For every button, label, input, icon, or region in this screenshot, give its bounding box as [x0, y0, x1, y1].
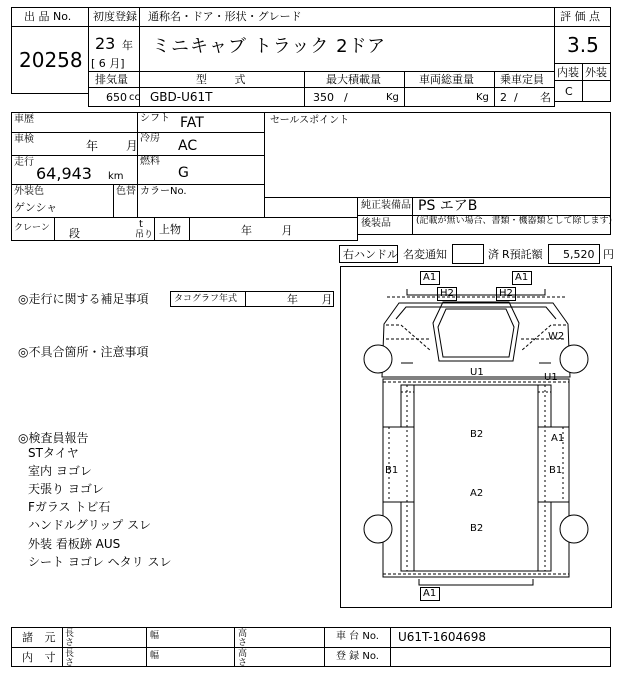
spec-label: 諸 元	[22, 631, 56, 644]
mark-bed-side-right: A1	[551, 433, 565, 444]
length-label: 長さ	[65, 649, 75, 668]
tacho-label: タコグラフ年式	[174, 294, 238, 304]
ac: AC	[178, 138, 198, 154]
exterior-score-box	[582, 80, 611, 102]
crane-stage: 段	[69, 227, 80, 240]
displacement-label: 排気量	[95, 73, 128, 86]
shift-label: シフト	[140, 113, 170, 124]
mileage-unit: km	[108, 171, 124, 182]
mark-bed-mid: A2	[470, 488, 484, 499]
equipment: PS エアB	[418, 198, 478, 214]
fuel-label: 燃料	[140, 156, 160, 167]
upper-label: 上物	[159, 223, 181, 236]
mark-cab-roof: U1	[470, 367, 484, 378]
reg-label: 登 録 No.	[336, 651, 379, 662]
mark-bed-rear: B2	[470, 523, 484, 534]
gross-weight-unit: Kg	[476, 92, 489, 103]
interior-label: 内装	[557, 66, 579, 79]
crane-label: クレーン	[14, 223, 50, 233]
mileage-label: 走行	[14, 157, 34, 168]
chassis-no: U61T-1604698	[398, 630, 487, 644]
max-load-unit: Kg	[386, 92, 399, 103]
mark-front-h-right: H2	[499, 288, 513, 299]
interior-score: C	[565, 85, 573, 98]
length-label: 長さ	[65, 629, 75, 648]
first-reg-year: 23	[95, 34, 116, 53]
crane-ton-top: t	[139, 219, 143, 230]
year-unit: 年	[122, 39, 133, 52]
mileage: 64,943	[36, 164, 92, 183]
inspector-line: 室内 ヨゴレ	[28, 464, 92, 478]
displacement: 650	[106, 91, 127, 104]
lot-no-label: 出 品 No.	[24, 10, 72, 23]
mark-rear: A1	[423, 588, 437, 599]
name-change-label: 名変通知	[403, 248, 447, 261]
inspector-line: シート ヨゴレ ヘタリ スレ	[28, 555, 172, 569]
exterior-color: ゲンシャ	[14, 201, 58, 214]
score-label: 評 価 点	[560, 10, 600, 23]
color-no-label: 色替	[116, 186, 136, 197]
inspector-title: ◎検査員報告	[18, 431, 89, 445]
model-label: 型 式	[196, 73, 246, 86]
exterior-color-label: 外装色	[14, 186, 44, 197]
capacity-sep: /	[514, 91, 518, 104]
color-code-label: カラーNo.	[140, 186, 187, 197]
car-name-label: 通称名・ドア・形状・グレード	[148, 10, 302, 23]
inspection-value: 年 月	[86, 139, 138, 153]
capacity-label: 乗車定員	[500, 73, 544, 86]
mark-front-bumper-left: A1	[423, 272, 437, 283]
mark-front-bumper-right: A1	[515, 272, 529, 283]
max-load: 350	[313, 91, 334, 104]
mark-front-h-left: H2	[440, 288, 454, 299]
recycle-prefix: 済	[488, 248, 499, 261]
gross-weight-label: 車両総重量	[419, 73, 474, 86]
max-load-label: 最大積載量	[326, 73, 381, 86]
driving-notes-title: ◎走行に関する補足事項	[18, 292, 149, 306]
upper-value: 年 月	[241, 224, 293, 237]
history-label: 車歴	[14, 114, 34, 125]
ac-label: 冷房	[140, 133, 160, 144]
recycle-label: R預託額	[502, 248, 543, 261]
shift: FAT	[180, 115, 204, 131]
sales-point-label: セールスポイント	[270, 115, 350, 126]
capacity-unit: 名	[540, 91, 551, 104]
car-name: ミニキャブ トラック 2ドア	[152, 36, 386, 57]
width-label: 幅	[150, 651, 160, 661]
equipment-label: 純正装備品	[361, 200, 411, 211]
max-load-sep: /	[344, 91, 348, 104]
recycle-amount: 5,520	[563, 248, 595, 261]
inspector-line: Fガラス トビ石	[28, 500, 111, 514]
mark-windshield: W2	[548, 331, 565, 342]
inspector-line: STタイヤ	[28, 446, 79, 460]
aftermarket-note: (記載が無い場合、書類・機器類として除します)	[416, 216, 613, 226]
height-label: 高さ	[238, 649, 248, 668]
mark-cab-side: U1	[544, 372, 558, 383]
inspection-label: 車検	[14, 134, 34, 145]
crane-ton-bottom: 吊り	[135, 230, 154, 240]
inspector-line: 外装 看板跡 AUS	[28, 537, 121, 551]
inspector-line: 天張り ヨゴレ	[28, 482, 104, 496]
size-label: 内 寸	[22, 651, 56, 664]
aftermarket-label: 後装品	[361, 218, 391, 229]
exterior-label: 外装	[585, 66, 607, 79]
height-label: 高さ	[238, 629, 248, 648]
width-label: 幅	[150, 631, 160, 641]
steering: 右ハンドル	[343, 248, 398, 261]
first-reg-label: 初度登録	[93, 10, 137, 23]
mark-bed-left: B1	[385, 465, 399, 476]
mark-bed-front: B2	[470, 429, 484, 440]
inspector-line: ハンドルグリップ スレ	[28, 518, 152, 532]
displacement-unit: cc	[129, 92, 140, 103]
recycle-unit: 円	[603, 248, 614, 261]
score: 3.5	[567, 33, 599, 57]
mark-bed-right: B1	[549, 465, 563, 476]
model: GBD-U61T	[150, 90, 213, 104]
capacity: 2	[500, 91, 507, 104]
fuel: G	[178, 165, 189, 181]
chassis-label: 車 台 No.	[336, 631, 379, 642]
name-change-box	[452, 244, 484, 264]
tacho-value: 年 月	[287, 293, 333, 306]
defects-title: ◎不具合箇所・注意事項	[18, 345, 149, 359]
lot-no: 20258	[19, 48, 83, 72]
first-reg-month: [ 6 月]	[91, 57, 125, 70]
